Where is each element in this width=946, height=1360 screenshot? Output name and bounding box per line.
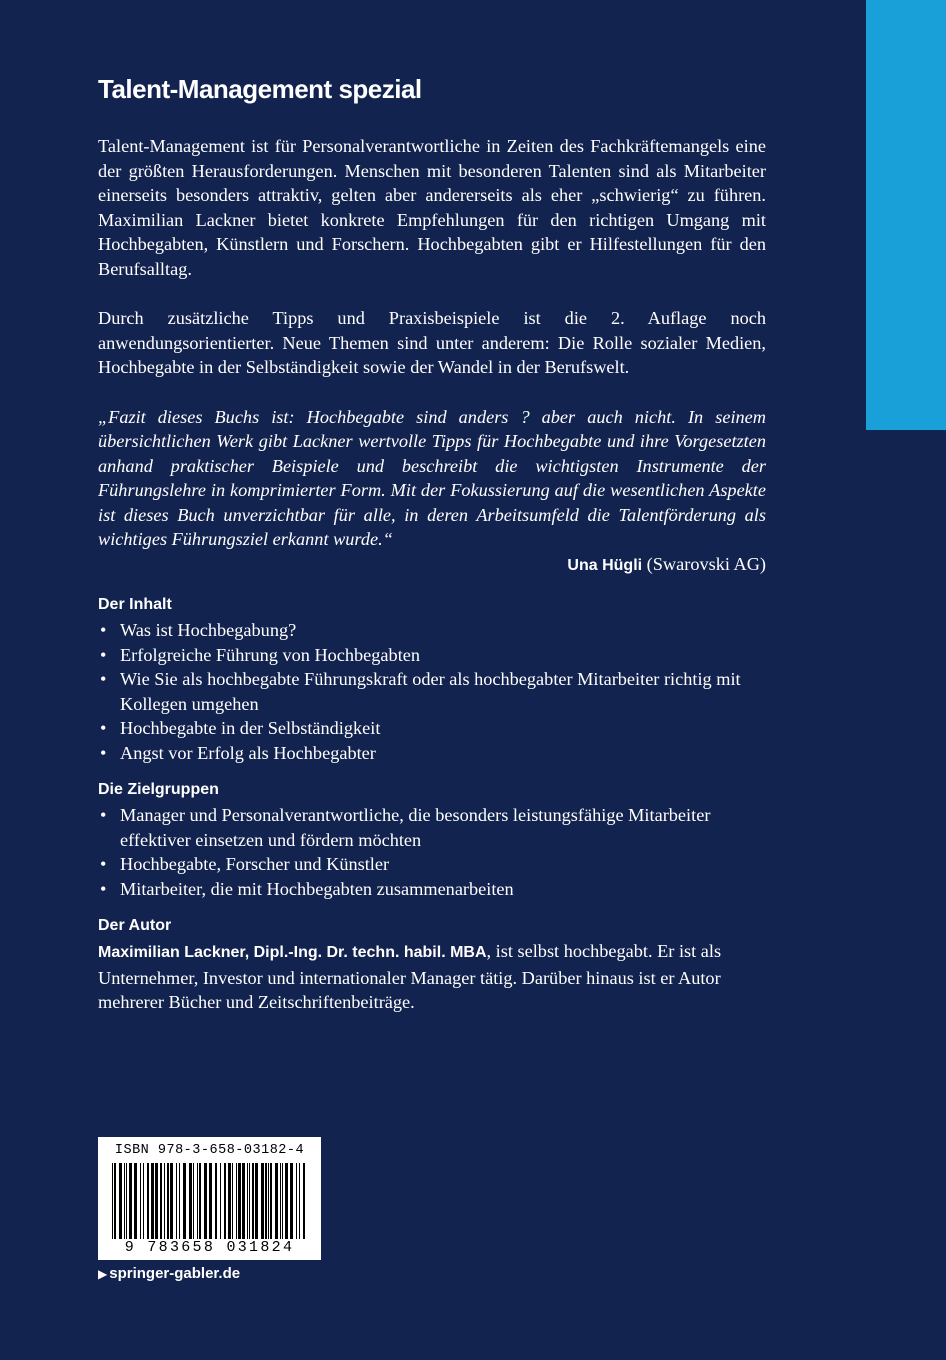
contents-list xyxy=(98,618,766,765)
barcode-bar xyxy=(147,1163,149,1239)
intro-paragraph: Talent-Management ist für Personalverantwortliche in Zeiten des Fachkräftemangels eine der größten Herausforderungen. Menschen mit besonderen Talenten sind als Mitarbeiter einerseits besonders attraktiv, gelten aber andererseits als eher „schwierig“ zu führen. Maximilian Lackner bietet konkrete Empfehlungen für den richtigen Umgang mit Hochbegabten, Künstlern und Forschern. Hochbegabten gibt er Hilfestellungen für den Berufsalltag. xyxy=(98,136,766,279)
back-cover-content xyxy=(98,70,766,1015)
barcode-bar xyxy=(155,1163,158,1239)
edition-paragraph: Durch zusätzliche Tipps und Praxisbeispiele ist die 2. Auflage noch anwendungsorientierter. Neue Themen sind unter anderem: Die Rolle sozialer Medien, Hochbegabte in der Selbständigkeit sowie der Wandel in der Berufswelt. xyxy=(98,308,766,377)
quote-author: Una Hügli xyxy=(567,556,643,574)
barcode-bar xyxy=(238,1163,241,1239)
audience-heading: Die Zielgruppen xyxy=(98,781,219,798)
barcode-bar xyxy=(129,1163,132,1239)
bullet-icon: • xyxy=(100,854,107,874)
barcode-bar xyxy=(170,1163,173,1239)
barcode-bar xyxy=(176,1163,177,1239)
bullet-icon: • xyxy=(100,644,107,665)
bullet-icon: • xyxy=(100,620,107,640)
list-item: • Manager und Personalverantwortliche, die besonders leistungsfähige Mitarbeiter effektiver einsetzen und fördern möchten xyxy=(100,805,711,850)
publisher-url: springer-gabler.de xyxy=(109,1265,241,1282)
barcode-bar xyxy=(199,1163,201,1239)
barcode-bar xyxy=(160,1163,162,1239)
accent-bar xyxy=(866,0,946,430)
barcode-bar xyxy=(220,1163,221,1239)
contents-heading: Der Inhalt xyxy=(98,596,172,613)
isbn-barcode xyxy=(98,1137,321,1260)
arrow-right-icon: ▶ xyxy=(98,1267,108,1281)
isbn-label: ISBN 978-3-658-03182-4 xyxy=(114,1143,305,1158)
barcode-bar xyxy=(299,1163,300,1239)
barcode-bar xyxy=(167,1163,169,1239)
barcode-bar xyxy=(143,1163,144,1239)
barcode-bar xyxy=(134,1163,137,1239)
barcode-bar xyxy=(247,1163,248,1239)
bullet-icon: • xyxy=(100,805,107,825)
page-title: Talent-Management spezial xyxy=(98,74,422,104)
barcode-bar xyxy=(151,1163,154,1239)
barcode-bar xyxy=(197,1163,198,1239)
barcode-bar xyxy=(285,1163,288,1239)
publisher-link[interactable] xyxy=(98,1265,240,1282)
list-item: • Erfolgreiche Führung von Hochbegabten xyxy=(98,643,766,668)
list-item: • Hochbegabte in der Selbständigkeit xyxy=(98,716,766,741)
barcode-bar xyxy=(204,1163,207,1239)
bullet-icon: • xyxy=(100,878,107,899)
barcode-bar xyxy=(296,1163,297,1239)
barcode-bar xyxy=(215,1163,217,1239)
list-item: • Angst vor Erfolg als Hochbegabter xyxy=(98,741,766,766)
barcode-bar xyxy=(282,1163,283,1239)
barcode-bar xyxy=(183,1163,186,1239)
quote-affiliation: (Swarovski AG) xyxy=(646,553,766,574)
list-item: • Wie Sie als hochbegabte Führungskraft oder als hochbegabter Mitarbeiter richtig mit Kollegen umgehen xyxy=(100,669,741,714)
list-item: • Mitarbeiter, die mit Hochbegabten zusammenarbeiten xyxy=(98,877,766,902)
barcode-bar xyxy=(124,1163,125,1239)
barcode-bar xyxy=(255,1163,258,1239)
barcode-bar xyxy=(275,1163,278,1239)
author-bio: , ist selbst hochbegabt. Er ist als Unternehmer, Investor und internationaler Manager tätig. Darüber hinaus ist er Autor mehrerer Bücher und Zeitschriftenbeiträge. xyxy=(98,941,722,1012)
barcode-bar xyxy=(140,1163,141,1239)
barcode-bar xyxy=(179,1163,180,1239)
barcode-bar xyxy=(224,1163,226,1239)
quote-attribution xyxy=(98,552,766,579)
barcode-bar xyxy=(228,1163,231,1239)
barcode-bar xyxy=(164,1163,165,1239)
barcode-bar xyxy=(252,1163,254,1239)
barcode-bar xyxy=(280,1163,281,1239)
barcode-bar xyxy=(193,1163,194,1239)
bullet-icon: • xyxy=(100,669,107,689)
barcode-bars xyxy=(112,1163,307,1239)
barcode-bar xyxy=(265,1163,267,1239)
author-name: Maximilian Lackner, Dipl.-Ing. Dr. techn. habil. MBA xyxy=(98,944,487,961)
barcode-bar xyxy=(261,1163,264,1239)
author-paragraph xyxy=(98,939,766,1015)
barcode-bar xyxy=(236,1163,237,1239)
barcode-bar xyxy=(189,1163,192,1239)
barcode-bar xyxy=(303,1163,305,1239)
bullet-icon: • xyxy=(100,742,107,763)
author-heading: Der Autor xyxy=(98,917,172,934)
barcode-bar xyxy=(119,1163,122,1239)
barcode-bar xyxy=(232,1163,233,1239)
barcode-bar xyxy=(290,1163,293,1239)
barcode-bar xyxy=(114,1163,116,1239)
barcode-bar xyxy=(249,1163,250,1239)
barcode-bar xyxy=(112,1163,113,1239)
barcode-bar xyxy=(126,1163,127,1239)
barcode-bar xyxy=(242,1163,245,1239)
barcode-bar xyxy=(270,1163,272,1239)
barcode-bar xyxy=(209,1163,212,1239)
barcode-bar xyxy=(268,1163,269,1239)
list-item: • Was ist Hochbegabung? xyxy=(98,618,766,643)
bullet-icon: • xyxy=(100,718,107,738)
review-quote: „Fazit dieses Buchs ist: Hochbegabte sind anders ? aber auch nicht. In seinem übersichtlichen Werk gibt Lackner wertvolle Tipps für Hochbegabte und ihre Vorgesetzten anhand praktischer Beispiele und beschreibt die wichtigsten Instrumente der Führungslehre in komprimierter Form. Mit der Fokussierung auf die wesentlichen Aspekte ist dieses Buch unverzichtbar für alle, in deren Arbeitsumfeld die Talentförderung als wichtiges Führungsziel erkannt wurde.“ xyxy=(98,406,766,549)
barcode-digits: 9 783658 031824 xyxy=(124,1239,295,1256)
audience-list xyxy=(98,803,766,901)
list-item: • Hochbegabte, Forscher und Künstler xyxy=(98,852,766,877)
